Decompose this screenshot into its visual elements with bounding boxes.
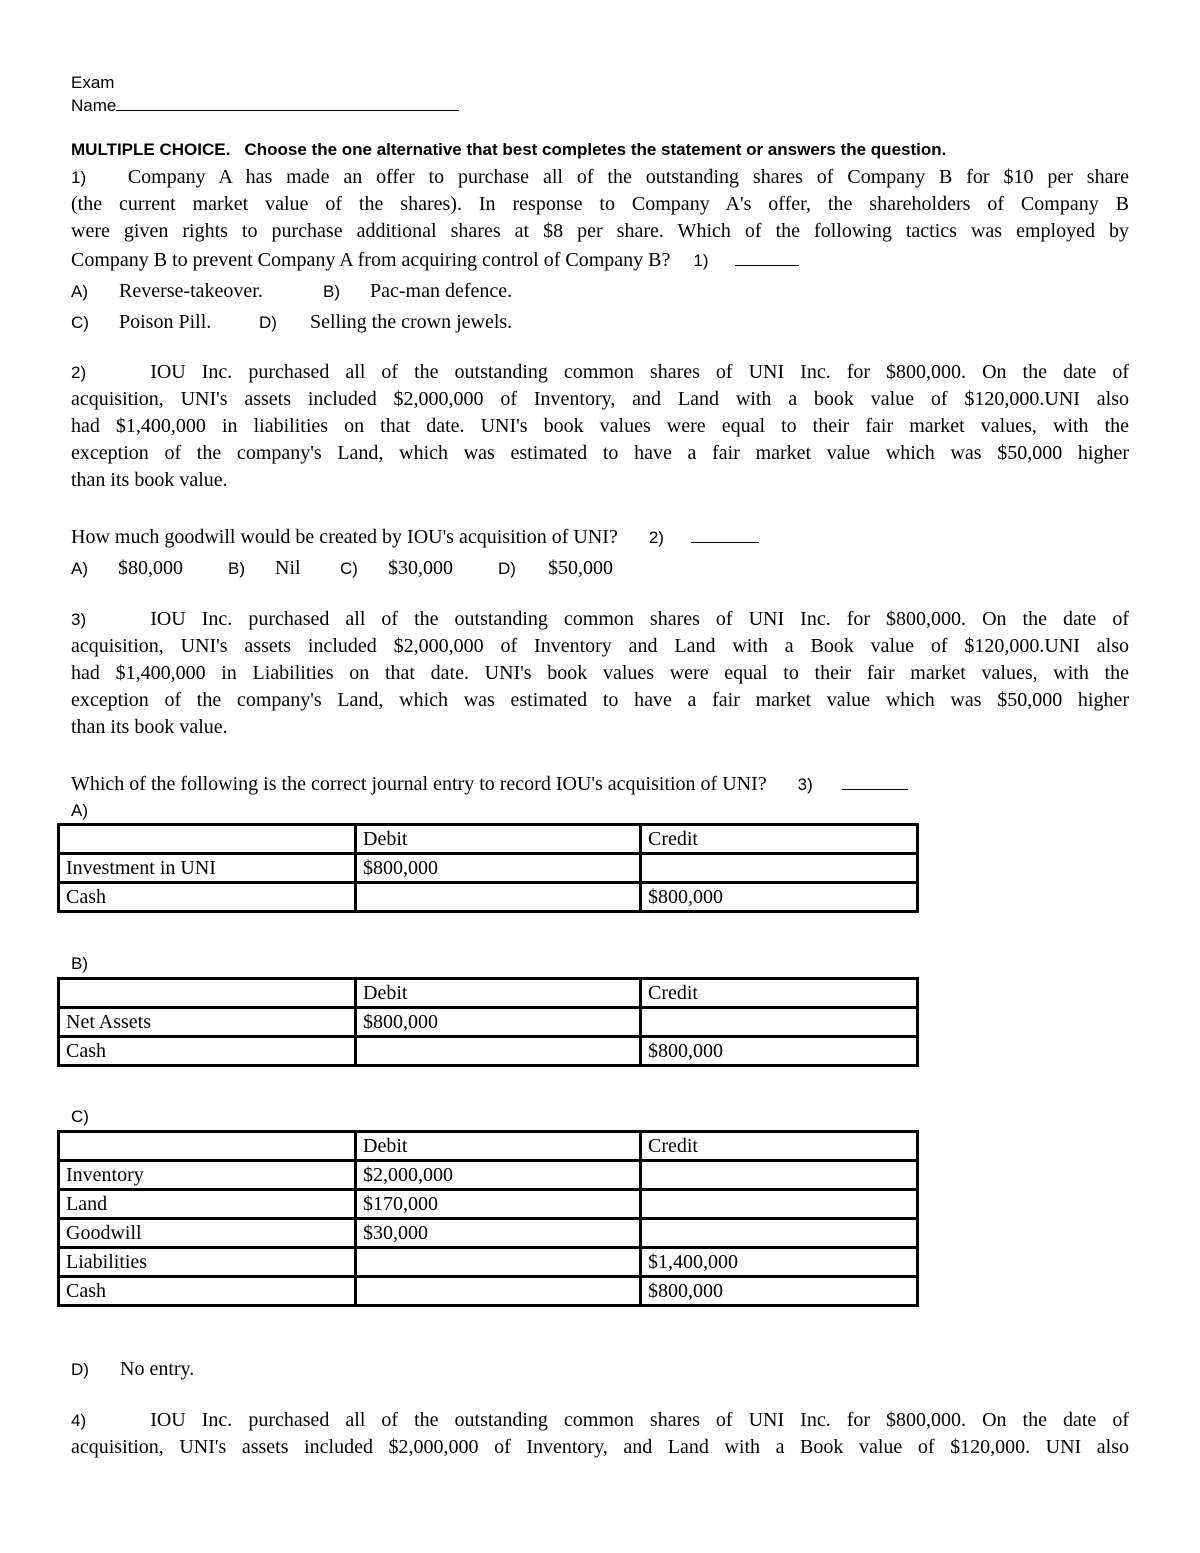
table-cell: Land bbox=[59, 1190, 356, 1219]
table-cell bbox=[59, 979, 356, 1008]
q1-option-b-text[interactable]: Pac-man defence. bbox=[370, 280, 513, 302]
table-cell: $30,000 bbox=[356, 1219, 641, 1248]
q3-answer-blank[interactable] bbox=[842, 787, 908, 790]
q1-text-4: Company B to prevent Company A from acquiring control of Company B? bbox=[71, 249, 671, 271]
q2-option-d-text[interactable]: $50,000 bbox=[548, 557, 613, 579]
name-blank[interactable] bbox=[116, 108, 459, 111]
q1-text-1: Company A has made an offer to purchase all of the outstanding shares of Company B for $10 per share bbox=[127, 166, 1129, 188]
table-row bbox=[59, 1277, 918, 1306]
q2-option-a-text[interactable]: $80,000 bbox=[118, 557, 183, 579]
q2-number: 2) bbox=[71, 363, 87, 382]
name-label: Name bbox=[71, 96, 117, 115]
q1-answer-number: 1) bbox=[693, 251, 709, 270]
table-cell: $800,000 bbox=[641, 883, 918, 912]
instructions-text: Choose the one alternative that best completes the statement or answers the question. bbox=[244, 140, 947, 159]
q2-line-4: exception of the company's Land, which was estimated to have a fair market value which was $50,000 higher bbox=[71, 442, 1129, 464]
name-field bbox=[71, 96, 459, 116]
table-cell: Debit bbox=[356, 979, 641, 1008]
q3-option-d-letter: D) bbox=[71, 1360, 89, 1379]
table-cell: Cash bbox=[59, 883, 356, 912]
q4-line-1 bbox=[71, 1407, 1129, 1434]
table-row bbox=[59, 1219, 918, 1248]
table-cell: Credit bbox=[641, 825, 918, 854]
table-cell: Inventory bbox=[59, 1161, 356, 1190]
q3-option-c-letter: C) bbox=[71, 1107, 89, 1126]
table-row bbox=[59, 854, 918, 883]
q4-number: 4) bbox=[71, 1411, 87, 1430]
q2-option-c-letter: C) bbox=[340, 559, 358, 578]
q1-option-c-letter: C) bbox=[71, 313, 89, 332]
q3-option-c-table[interactable] bbox=[57, 1130, 919, 1307]
table-cell bbox=[641, 1190, 918, 1219]
q2-option-b-letter: B) bbox=[228, 559, 245, 578]
table-cell bbox=[59, 825, 356, 854]
q3-option-d-text[interactable]: No entry. bbox=[120, 1358, 195, 1380]
q3-line-4: exception of the company's Land, which was estimated to have a fair market value which was $50,000 higher bbox=[71, 689, 1129, 711]
q2-option-d-letter: D) bbox=[498, 559, 516, 578]
q1-options-row-2 bbox=[71, 310, 512, 335]
q3-line-3: had $1,400,000 in Liabilities on that date. UNI's book values were equal to their fair market values, with the bbox=[71, 662, 1129, 684]
q1-line-1 bbox=[71, 164, 1129, 191]
table-row bbox=[59, 1037, 918, 1066]
table-cell: Debit bbox=[356, 1132, 641, 1161]
table-cell: $2,000,000 bbox=[356, 1161, 641, 1190]
table-cell bbox=[641, 1219, 918, 1248]
q3-option-d bbox=[71, 1357, 194, 1382]
table-cell bbox=[356, 1037, 641, 1066]
instructions bbox=[71, 140, 946, 160]
table-header-row bbox=[59, 1132, 918, 1161]
table-cell bbox=[59, 1132, 356, 1161]
table-cell: $800,000 bbox=[356, 854, 641, 883]
table-cell bbox=[641, 1161, 918, 1190]
table-cell: Credit bbox=[641, 979, 918, 1008]
q2-answer-number: 2) bbox=[648, 528, 664, 547]
table-cell: Investment in UNI bbox=[59, 854, 356, 883]
q3-question bbox=[71, 772, 908, 797]
q2-option-c-text[interactable]: $30,000 bbox=[388, 557, 453, 579]
q3-line-2: acquisition, UNI's assets included $2,000,000 of Inventory and Land with a Book value of $120,000.UNI also bbox=[71, 635, 1129, 657]
q2-question-text: How much goodwill would be created by IOU's acquisition of UNI? bbox=[71, 526, 618, 548]
q1-option-d-text[interactable]: Selling the crown jewels. bbox=[310, 311, 513, 333]
q3-line-1 bbox=[71, 606, 1129, 633]
table-cell: $800,000 bbox=[356, 1008, 641, 1037]
table-cell bbox=[356, 1248, 641, 1277]
exam-label: Exam bbox=[71, 73, 115, 92]
q1-option-a-text[interactable]: Reverse-takeover. bbox=[119, 280, 263, 302]
q1-line-4 bbox=[71, 248, 799, 273]
table-cell: Debit bbox=[356, 825, 641, 854]
table-row bbox=[59, 883, 918, 912]
table-cell bbox=[641, 854, 918, 883]
q1-option-b-letter: B) bbox=[323, 282, 340, 301]
table-cell bbox=[356, 1277, 641, 1306]
q3-option-b-table[interactable] bbox=[57, 977, 919, 1067]
table-row bbox=[59, 1190, 918, 1219]
table-cell: Credit bbox=[641, 1132, 918, 1161]
q1-options-row-1 bbox=[71, 279, 512, 304]
q1-answer-blank[interactable] bbox=[735, 263, 799, 266]
instructions-heading: MULTIPLE CHOICE. bbox=[71, 140, 231, 159]
q4-text-1: IOU Inc. purchased all of the outstanding common shares of UNI Inc. for $800,000. On the date of bbox=[150, 1409, 1129, 1431]
table-cell: $1,400,000 bbox=[641, 1248, 918, 1277]
q3-text-1: IOU Inc. purchased all of the outstanding common shares of UNI Inc. for $800,000. On the date of bbox=[150, 608, 1129, 630]
q1-number: 1) bbox=[71, 168, 87, 187]
table-cell: Cash bbox=[59, 1037, 356, 1066]
table-cell: Goodwill bbox=[59, 1219, 356, 1248]
q2-line-1 bbox=[71, 359, 1129, 386]
q2-options bbox=[71, 556, 613, 581]
q2-line-2: acquisition, UNI's assets included $2,000,000 of Inventory, and Land with a book value of $120,000.UNI also bbox=[71, 388, 1129, 410]
q3-line-5: than its book value. bbox=[71, 716, 228, 738]
table-header-row bbox=[59, 825, 918, 854]
q1-line-2: (the current market value of the shares). In response to Company A's offer, the shareholders of Company B bbox=[71, 193, 1129, 215]
q3-question-text: Which of the following is the correct journal entry to record IOU's acquisition of UNI? bbox=[71, 773, 767, 795]
q2-question bbox=[71, 525, 759, 550]
q2-answer-blank[interactable] bbox=[691, 540, 759, 543]
table-cell: Net Assets bbox=[59, 1008, 356, 1037]
q2-text-1: IOU Inc. purchased all of the outstanding common shares of UNI Inc. for $800,000. On the date of bbox=[150, 361, 1129, 383]
q2-option-a-letter: A) bbox=[71, 559, 88, 578]
table-row bbox=[59, 1008, 918, 1037]
q2-line-5: than its book value. bbox=[71, 469, 228, 491]
table-row bbox=[59, 1161, 918, 1190]
q3-option-a-letter: A) bbox=[71, 801, 88, 820]
q1-option-a-letter: A) bbox=[71, 282, 88, 301]
q3-number: 3) bbox=[71, 610, 87, 629]
table-cell: $800,000 bbox=[641, 1277, 918, 1306]
table-cell bbox=[641, 1008, 918, 1037]
q3-option-b-letter: B) bbox=[71, 954, 88, 973]
table-cell bbox=[356, 883, 641, 912]
table-cell: Liabilities bbox=[59, 1248, 356, 1277]
q3-answer-number: 3) bbox=[797, 775, 813, 794]
q3-option-a-table[interactable] bbox=[57, 823, 919, 913]
q4-line-2: acquisition, UNI's assets included $2,000,000 of Inventory, and Land with a Book value of $120,000. UNI also bbox=[71, 1436, 1129, 1458]
q1-option-c-text[interactable]: Poison Pill. bbox=[119, 311, 212, 333]
table-cell: $170,000 bbox=[356, 1190, 641, 1219]
q1-option-d-letter: D) bbox=[259, 313, 277, 332]
q2-line-3: had $1,400,000 in liabilities on that date. UNI's book values were equal to their fair market values, with the bbox=[71, 415, 1129, 437]
table-header-row bbox=[59, 979, 918, 1008]
table-cell: $800,000 bbox=[641, 1037, 918, 1066]
q2-option-b-text[interactable]: Nil bbox=[275, 557, 301, 579]
table-row bbox=[59, 1248, 918, 1277]
q1-line-3: were given rights to purchase additional shares at $8 per share. Which of the following tactics was employed by bbox=[71, 220, 1129, 242]
table-cell: Cash bbox=[59, 1277, 356, 1306]
